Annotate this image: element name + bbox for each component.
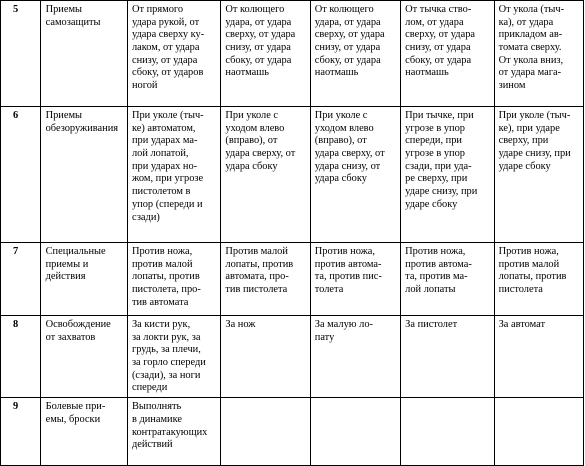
cell-line: наотмашь (405, 67, 449, 79)
cell-line: ударе сбоку (405, 198, 458, 210)
cell-line: уходом влево (225, 122, 285, 134)
cell-line: сбоку, от ударов (131, 67, 204, 79)
cell-line: против автома- (405, 258, 472, 270)
cell-line: пистолета, про- (131, 284, 201, 296)
cell-line: За малую ло- (314, 319, 373, 330)
table-cell (310, 1, 400, 107)
cell-line: пату (314, 331, 335, 343)
row-title-line: приемы и (45, 258, 89, 270)
row-title-line: самозащиты (45, 16, 101, 28)
row-title (40, 316, 127, 398)
cell-line: в динамике (131, 413, 183, 425)
cell-line: та, против пис- (314, 271, 382, 283)
table-cell (310, 398, 400, 466)
cell-line: лом, от удара (405, 16, 464, 28)
table-cell (221, 398, 310, 466)
cell-line: жом, при угрозе (131, 173, 204, 185)
cell-line: От колющего (225, 4, 285, 15)
cell-line: За кисти рук, (131, 319, 191, 330)
cell-line: лопаты, против (131, 271, 200, 283)
cell-line: От тычка ство- (405, 4, 472, 15)
cell-line: Против ножа, (314, 246, 376, 257)
table-cell (127, 107, 220, 243)
cell-line: спереди (131, 382, 168, 394)
cell-line: при ударах но- (131, 160, 198, 172)
row-title (40, 107, 127, 243)
cell-line: тив автомата (131, 296, 189, 308)
cell-line: удара сверху ку- (131, 29, 205, 41)
cell-line: лой лопатой, (131, 148, 189, 160)
cell-line: При тычке, при (405, 110, 474, 121)
cell-line: лопаты, против (498, 271, 567, 283)
cell-line: лой лопаты (405, 284, 456, 296)
cell-line: наотмашь (314, 67, 359, 79)
cell-line: сбоку, от удара (225, 54, 292, 66)
cell-line: При уколе с (314, 110, 368, 121)
table-cell (494, 1, 583, 107)
row-title-line: Болевые при- (45, 401, 106, 413)
cell-line: Против ножа, (405, 246, 466, 257)
cell-line: тив пистолета (225, 284, 288, 296)
table-cell (401, 1, 494, 107)
row-title-line: действия (45, 271, 86, 283)
table-cell (401, 398, 494, 466)
cell-line: зином (498, 80, 526, 92)
table-cell (494, 398, 583, 466)
cell-line: удара сверху, от (314, 148, 385, 160)
cell-line: ударе снизу, при (498, 148, 571, 160)
table-cell (310, 107, 400, 243)
cell-line: автомата, про- (225, 271, 289, 283)
row-title-line: Приемы (45, 110, 83, 121)
cell-line: против малой (498, 258, 560, 270)
cell-line: снизу, от удара (405, 42, 471, 54)
table-cell (221, 107, 310, 243)
cell-line: за горло спереди (131, 357, 206, 369)
cell-line: При уколе (тыч- (131, 110, 204, 121)
row-title (40, 398, 127, 466)
cell-line: За пистолет (405, 319, 458, 330)
table-cell (494, 107, 583, 243)
cell-line: ударе сбоку (498, 160, 551, 172)
cell-line: За автомат (498, 319, 546, 330)
table-body (1, 1, 584, 466)
cell-line: Против ножа, (498, 246, 559, 257)
cell-line: сверху, от удара (405, 29, 476, 41)
cell-line: сбоку, от удара (405, 54, 472, 66)
cell-line: спереди, при (405, 135, 462, 147)
cell-line: удара сбоку (314, 173, 367, 185)
cell-line: ногой (131, 80, 158, 92)
cell-line: действий (131, 439, 173, 451)
cell-line: лаком, от удара (131, 42, 200, 54)
row-title (40, 1, 127, 107)
cell-line: пистолета (498, 284, 543, 296)
cell-line: наотмашь (225, 67, 270, 79)
table-row (1, 398, 584, 466)
row-title-line: емы, броски (45, 413, 101, 425)
table-cell (221, 316, 310, 398)
table-cell (127, 316, 220, 398)
cell-line: (вправо), от (225, 135, 278, 147)
cell-line: при ударах ма- (131, 135, 198, 147)
cell-line: удара, от удара (314, 16, 381, 28)
cell-line: За нож (225, 319, 256, 330)
cell-line: за локти рук, за (131, 331, 201, 343)
cell-line: упор (спереди и (131, 198, 203, 210)
cell-line: ке), при ударе (498, 122, 560, 134)
cell-line: ке) автоматом, (131, 122, 196, 134)
cell-line: сзади, при уда- (405, 160, 472, 172)
cell-line: Против малой (225, 246, 288, 257)
table-cell (494, 243, 583, 316)
row-title-line: обезоруживания (45, 122, 119, 134)
table-row (1, 1, 584, 107)
cell-line: При уколе с (225, 110, 279, 121)
cell-line: От укола (тыч- (498, 4, 565, 15)
cell-line: грудь, за плечи, (131, 344, 201, 356)
table-cell (401, 107, 494, 243)
cell-line: удара сверху, от (225, 148, 296, 160)
cell-line: ре сверху, при (405, 173, 468, 185)
cell-line: снизу, от удара (131, 54, 198, 66)
cell-line: удара рукой, от (131, 16, 200, 28)
cell-line: томата сверху. (498, 42, 562, 54)
row-title-line: Приемы (45, 4, 83, 15)
row-title-line: Специальные (45, 246, 106, 257)
table-row (1, 243, 584, 316)
row-title (40, 243, 127, 316)
cell-line: От укола вниз, (498, 54, 564, 66)
table-cell (221, 1, 310, 107)
cell-line: При уколе (тыч- (498, 110, 571, 121)
cell-line: от удара мага- (498, 67, 562, 79)
cell-line: Выполнять (131, 401, 182, 413)
cell-line: Против ножа, (131, 246, 193, 257)
table-cell (494, 316, 583, 398)
cell-line: пистолетом в (131, 186, 191, 198)
table-cell (401, 243, 494, 316)
row-number: 7 (1, 243, 41, 316)
cell-line: сверху, от удара (225, 29, 296, 41)
table-cell (221, 243, 310, 316)
row-title-line: от захватов (45, 331, 96, 343)
cell-line: сзади) (131, 211, 160, 223)
cell-line: лопаты, против (225, 258, 294, 270)
cell-line: сверху, при (498, 135, 549, 147)
table-row (1, 107, 584, 243)
cell-line: та, против ма- (405, 271, 468, 283)
cell-line: От колющего (314, 4, 374, 15)
cell-line: толета (314, 284, 344, 296)
table-cell (127, 1, 220, 107)
cell-line: (сзади), за ноги (131, 369, 201, 381)
cell-line: против автома- (314, 258, 382, 270)
table-cell (401, 316, 494, 398)
table-cell (127, 243, 220, 316)
row-number: 8 (1, 316, 41, 398)
table-cell (127, 398, 220, 466)
cell-line: против малой (131, 258, 193, 270)
cell-line: прикладом ав- (498, 29, 563, 41)
cell-line: сверху, от удара (314, 29, 385, 41)
table-row (1, 316, 584, 398)
table-cell (310, 243, 400, 316)
cell-line: удара снизу, от (314, 160, 381, 172)
cell-line: ударе снизу, при (405, 186, 478, 198)
cell-line: От прямого (131, 4, 184, 15)
cell-line: сбоку, от удара (314, 54, 381, 66)
row-number: 9 (1, 398, 41, 466)
cell-line: удара, от удара (225, 16, 292, 28)
cell-line: снизу, от удара (314, 42, 381, 54)
row-number: 5 (1, 1, 41, 107)
row-title-line: Освобождение (45, 319, 111, 330)
cell-line: удара сбоку (225, 160, 278, 172)
cell-line: уходом влево (314, 122, 374, 134)
cell-line: (вправо), от (314, 135, 367, 147)
cell-line: угрозе в упор (405, 122, 465, 134)
cell-line: снизу, от удара (225, 42, 291, 54)
cell-line: угрозе в упор (405, 148, 465, 160)
cell-line: контратакующих (131, 426, 208, 438)
row-number: 6 (1, 107, 41, 243)
table-cell (310, 316, 400, 398)
cell-line: ка), от удара (498, 16, 554, 28)
